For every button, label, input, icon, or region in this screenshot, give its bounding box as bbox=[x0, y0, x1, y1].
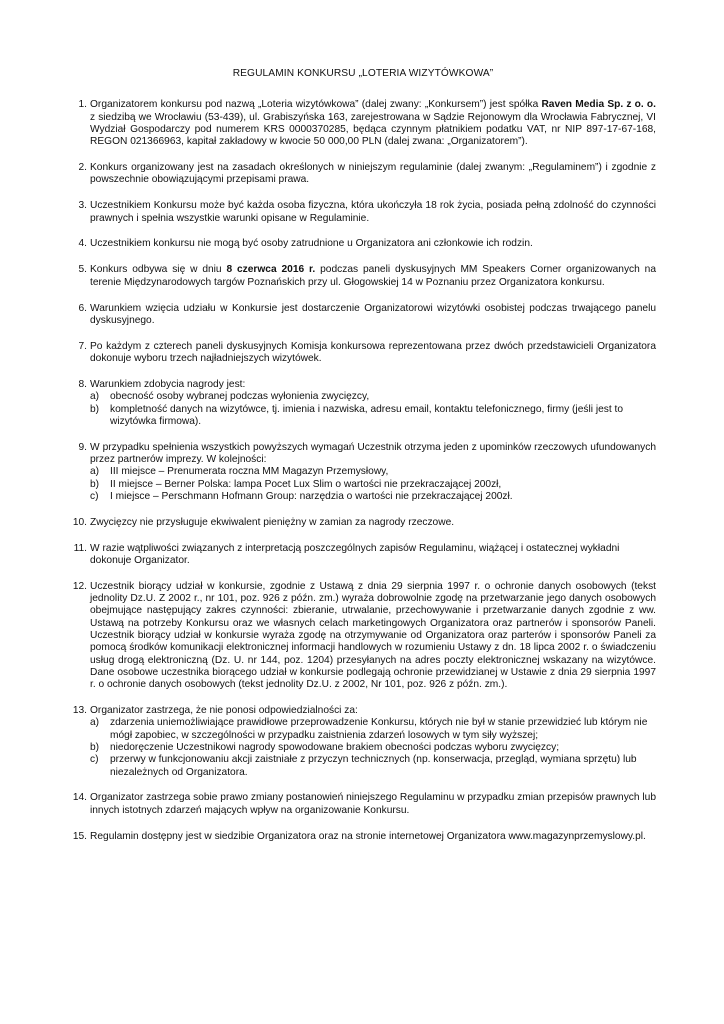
regulation-item-4 bbox=[70, 238, 656, 250]
item-number: 8. bbox=[78, 378, 87, 390]
sub-item-text: przerwy w funkcjonowaniu akcji zaistniałe z przyczyn technicznych (np. konserwacja, przegląd, wymiana sprzętu) lub niezależnych od Organizatora. bbox=[110, 754, 637, 778]
sub-item-text: III miejsce – Prenumerata roczna MM Magazyn Przemysłowy, bbox=[110, 466, 389, 478]
item-text: Uczestnikiem Konkursu może być każda osoba fizyczna, która ukończyła 18 rok życia, posiada pełną zdolność do czynności prawnych i spełnia wszystkie warunki opisane w Regulaminie. bbox=[90, 200, 656, 224]
sub-item bbox=[90, 717, 656, 742]
regulation-item-2 bbox=[70, 162, 656, 187]
item-number: 7. bbox=[78, 340, 87, 352]
regulation-item-11 bbox=[70, 543, 656, 568]
item-text: Organizator zastrzega sobie prawo zmiany postanowień niniejszego Regulaminu w przypadku zmian przepisów prawnych lub innych istotnych zdarzeń mających wpływ na organizowanie Konkursu. bbox=[90, 792, 656, 816]
regulation-item-14 bbox=[70, 792, 656, 817]
sub-item-letter: c) bbox=[90, 490, 99, 502]
event-date: 8 czerwca 2016 r. bbox=[226, 264, 316, 276]
document-title: REGULAMIN KONKURSU „LOTERIA WIZYTÓWKOWA” bbox=[232, 68, 494, 79]
item-text: Organizator zastrzega, że nie ponosi odpowiedzialności za: bbox=[90, 705, 358, 717]
sub-item-letter: b) bbox=[90, 403, 100, 415]
sub-item-letter: b) bbox=[90, 742, 100, 753]
item-text: Organizatorem konkursu pod nazwą „Loteria wizytówkowa” (dalej zwany: „Konkursem”) jest spółka bbox=[90, 99, 542, 111]
sub-item-letter: a) bbox=[90, 391, 100, 403]
sub-item-text: niedoręczenie Uczestnikowi nagrody spowodowane brakiem obecności podczas wyboru zwycięzcy; bbox=[110, 742, 560, 753]
sub-item-text: kompletność danych na wizytówce, tj. imienia i nazwiska, adresu email, kontaktu telefonicznego, firmy (jeśli jest to wizytówka firmowa). bbox=[110, 403, 623, 427]
sub-list bbox=[90, 466, 656, 503]
sub-list bbox=[90, 717, 656, 778]
item-text: Po każdym z czterech paneli dyskusyjnych Komisja konkursowa reprezentowana przez dwóch przedstawicieli Organizatora dokonuje wyboru trzech najładniejszych wizytówek. bbox=[90, 340, 656, 365]
regulation-item-15 bbox=[70, 831, 656, 843]
regulation-list bbox=[70, 99, 656, 843]
regulation-item-9 bbox=[70, 442, 656, 503]
regulation-item-10 bbox=[70, 517, 656, 529]
sub-item-text: II miejsce – Berner Polska: lampa Pocet Lux Slim o wartości nie przekraczającej 200zł, bbox=[110, 478, 502, 490]
sub-item bbox=[90, 479, 656, 491]
sub-item bbox=[90, 466, 656, 478]
item-text: Uczestnikiem konkursu nie mogą być osoby zatrudnione u Organizatora ani członkowie ich rodzin. bbox=[90, 238, 533, 250]
item-number: 3. bbox=[78, 200, 87, 212]
item-number: 11. bbox=[73, 542, 87, 554]
regulation-item-13 bbox=[70, 705, 656, 779]
item-text: Zwycięzcy nie przysługuje ekwiwalent pieniężny w zamian za nagrody rzeczowe. bbox=[90, 516, 455, 528]
item-text: Regulamin dostępny jest w siedzibie Organizatora oraz na stronie internetowej Organizatora www.magazynprzemyslowy.pl. bbox=[90, 830, 646, 842]
item-text: podczas paneli dyskusyjnych MM Speakers Corner organizowanych na terenie Międzynarodowych targów Poznańskich przy ul. Głogowskiej 14 w Poznaniu przez Organizatora konkursu. bbox=[90, 264, 657, 288]
regulation-item-1 bbox=[70, 99, 656, 148]
item-text: Konkurs organizowany jest na zasadach określonych w niniejszym regulaminie (dalej zwanym: „Regulaminem”) i zgodnie z powszechnie obowiązującymi przepisami prawa. bbox=[90, 162, 656, 186]
item-text: Warunkiem zdobycia nagrody jest: bbox=[90, 378, 246, 390]
regulation-item-7 bbox=[70, 341, 656, 366]
item-text: Uczestnik biorący udział w konkursie, zgodnie z Ustawą z dnia 29 sierpnia 1997 r. o ochronie danych osobowych (tekst jednolity Dz.U. Z 2002 r., nr 101, poz. 926 z późn. zm.) wyraża dobrowolnie zgodę na przetwarzanie jego danych osobowych obejmujące następujący zakres czynności: zbieranie, utrwalanie, przechowywanie i przetwarzanie danych zgodnie z ww. Ustawą na potrzeby Konkursu oraz we własnych celach marketingowych Organizatora oraz partnerów i sponsorów Paneli. Uczestnik biorący udział w konkursie wyraża zgodę na otrzymywanie od Organizatora oraz parterów i sponsorów Paneli za pomocą środków komunikacji elektronicznej informacji handlowych w rozumieniu Ustawy z dn. 18 lipca 2002 r. o świadczeniu usług drogą elektroniczną (Dz. U. nr 144, poz. 1204) przesyłanych na adres poczty elektronicznej wskazany na wizytówce. Dane osobowe uczestnika biorącego udział w konkursie podlegają ochronie przewidzianej w Ustawie z dnia 29 sierpnia 1997 r. o ochronie danych osobowych (tekst jednolity Dz.U. z 2002, Nr 101, poz. 926 z późn. zm.). bbox=[90, 580, 656, 691]
item-number: 9. bbox=[78, 441, 87, 453]
sub-item-text: obecność osoby wybranej podczas wyłonienia zwycięzcy, bbox=[110, 391, 370, 403]
regulation-item-6 bbox=[70, 303, 656, 328]
item-text: z siedzibą we Wrocławiu (53-439), ul. Grabiszyńska 163, zarejestrowana w Sądzie Rejonowym dla Wrocławia Fabrycznej, VI Wydział Gospodarczy pod numerem KRS 0000370285, będąca czynnym płatnikiem podatku VAT, nr NIP 897-17-67-168, REGON 021366963, kapitał zakładowy w kwocie 50 000,00 PLN (dalej zwana: „Organizatorem”). bbox=[90, 111, 656, 148]
sub-item-letter: c) bbox=[90, 754, 99, 766]
regulation-item-5 bbox=[70, 264, 656, 289]
item-number: 6. bbox=[78, 302, 87, 314]
item-number: 15. bbox=[72, 830, 87, 842]
sub-item bbox=[90, 491, 656, 503]
item-number: 5. bbox=[78, 264, 87, 276]
item-number: 12. bbox=[72, 580, 87, 592]
item-number: 13. bbox=[72, 705, 87, 717]
item-number: 14. bbox=[72, 792, 87, 804]
item-text: Warunkiem wzięcia udziału w Konkursie jest dostarczenie Organizatorowi wizytówki osobistej podczas trwającego panelu dyskusyjnego. bbox=[90, 302, 656, 326]
regulation-item-12 bbox=[70, 581, 656, 692]
regulation-item-8 bbox=[70, 379, 656, 428]
sub-item bbox=[90, 754, 656, 779]
item-text: W przypadku spełnienia wszystkich powyższych wymagań Uczestnik otrzyma jeden z upominków rzeczowych ufundowanych przez partnerów imprezy. W kolejności: bbox=[90, 441, 656, 465]
regulation-item-3 bbox=[70, 200, 656, 225]
sub-item-text: zdarzenia uniemożliwiające prawidłowe przeprowadzenie Konkursu, których nie był w stanie przewidzieć lub którym nie mógł zapobiec, w szczególności w przypadku zaistnienia zdarzeń losowych w tym siły wyższej; bbox=[110, 717, 648, 741]
sub-item bbox=[90, 391, 656, 403]
item-number: 10. bbox=[72, 516, 87, 528]
sub-item-letter: a) bbox=[90, 466, 100, 478]
item-number: 2. bbox=[78, 162, 87, 174]
sub-item bbox=[90, 404, 656, 429]
company-name: Raven Media Sp. z o. o. bbox=[541, 99, 656, 111]
sub-item-letter: a) bbox=[90, 717, 100, 729]
item-text: Konkurs odbywa się w dniu bbox=[90, 264, 227, 276]
item-text: W razie wątpliwości związanych z interpretacją poszczególnych zapisów Regulaminu, wiążącej i ostatecznej wykładni dokonuje Organizator. bbox=[90, 542, 620, 566]
sub-item-text: I miejsce – Perschmann Hofmann Group: narzędzia o wartości nie przekraczającej 200zł. bbox=[110, 490, 513, 502]
item-number: 1. bbox=[78, 99, 87, 111]
sub-list bbox=[90, 391, 656, 428]
sub-item-letter: b) bbox=[90, 478, 100, 490]
item-number: 4. bbox=[78, 238, 87, 250]
sub-item bbox=[90, 742, 656, 754]
